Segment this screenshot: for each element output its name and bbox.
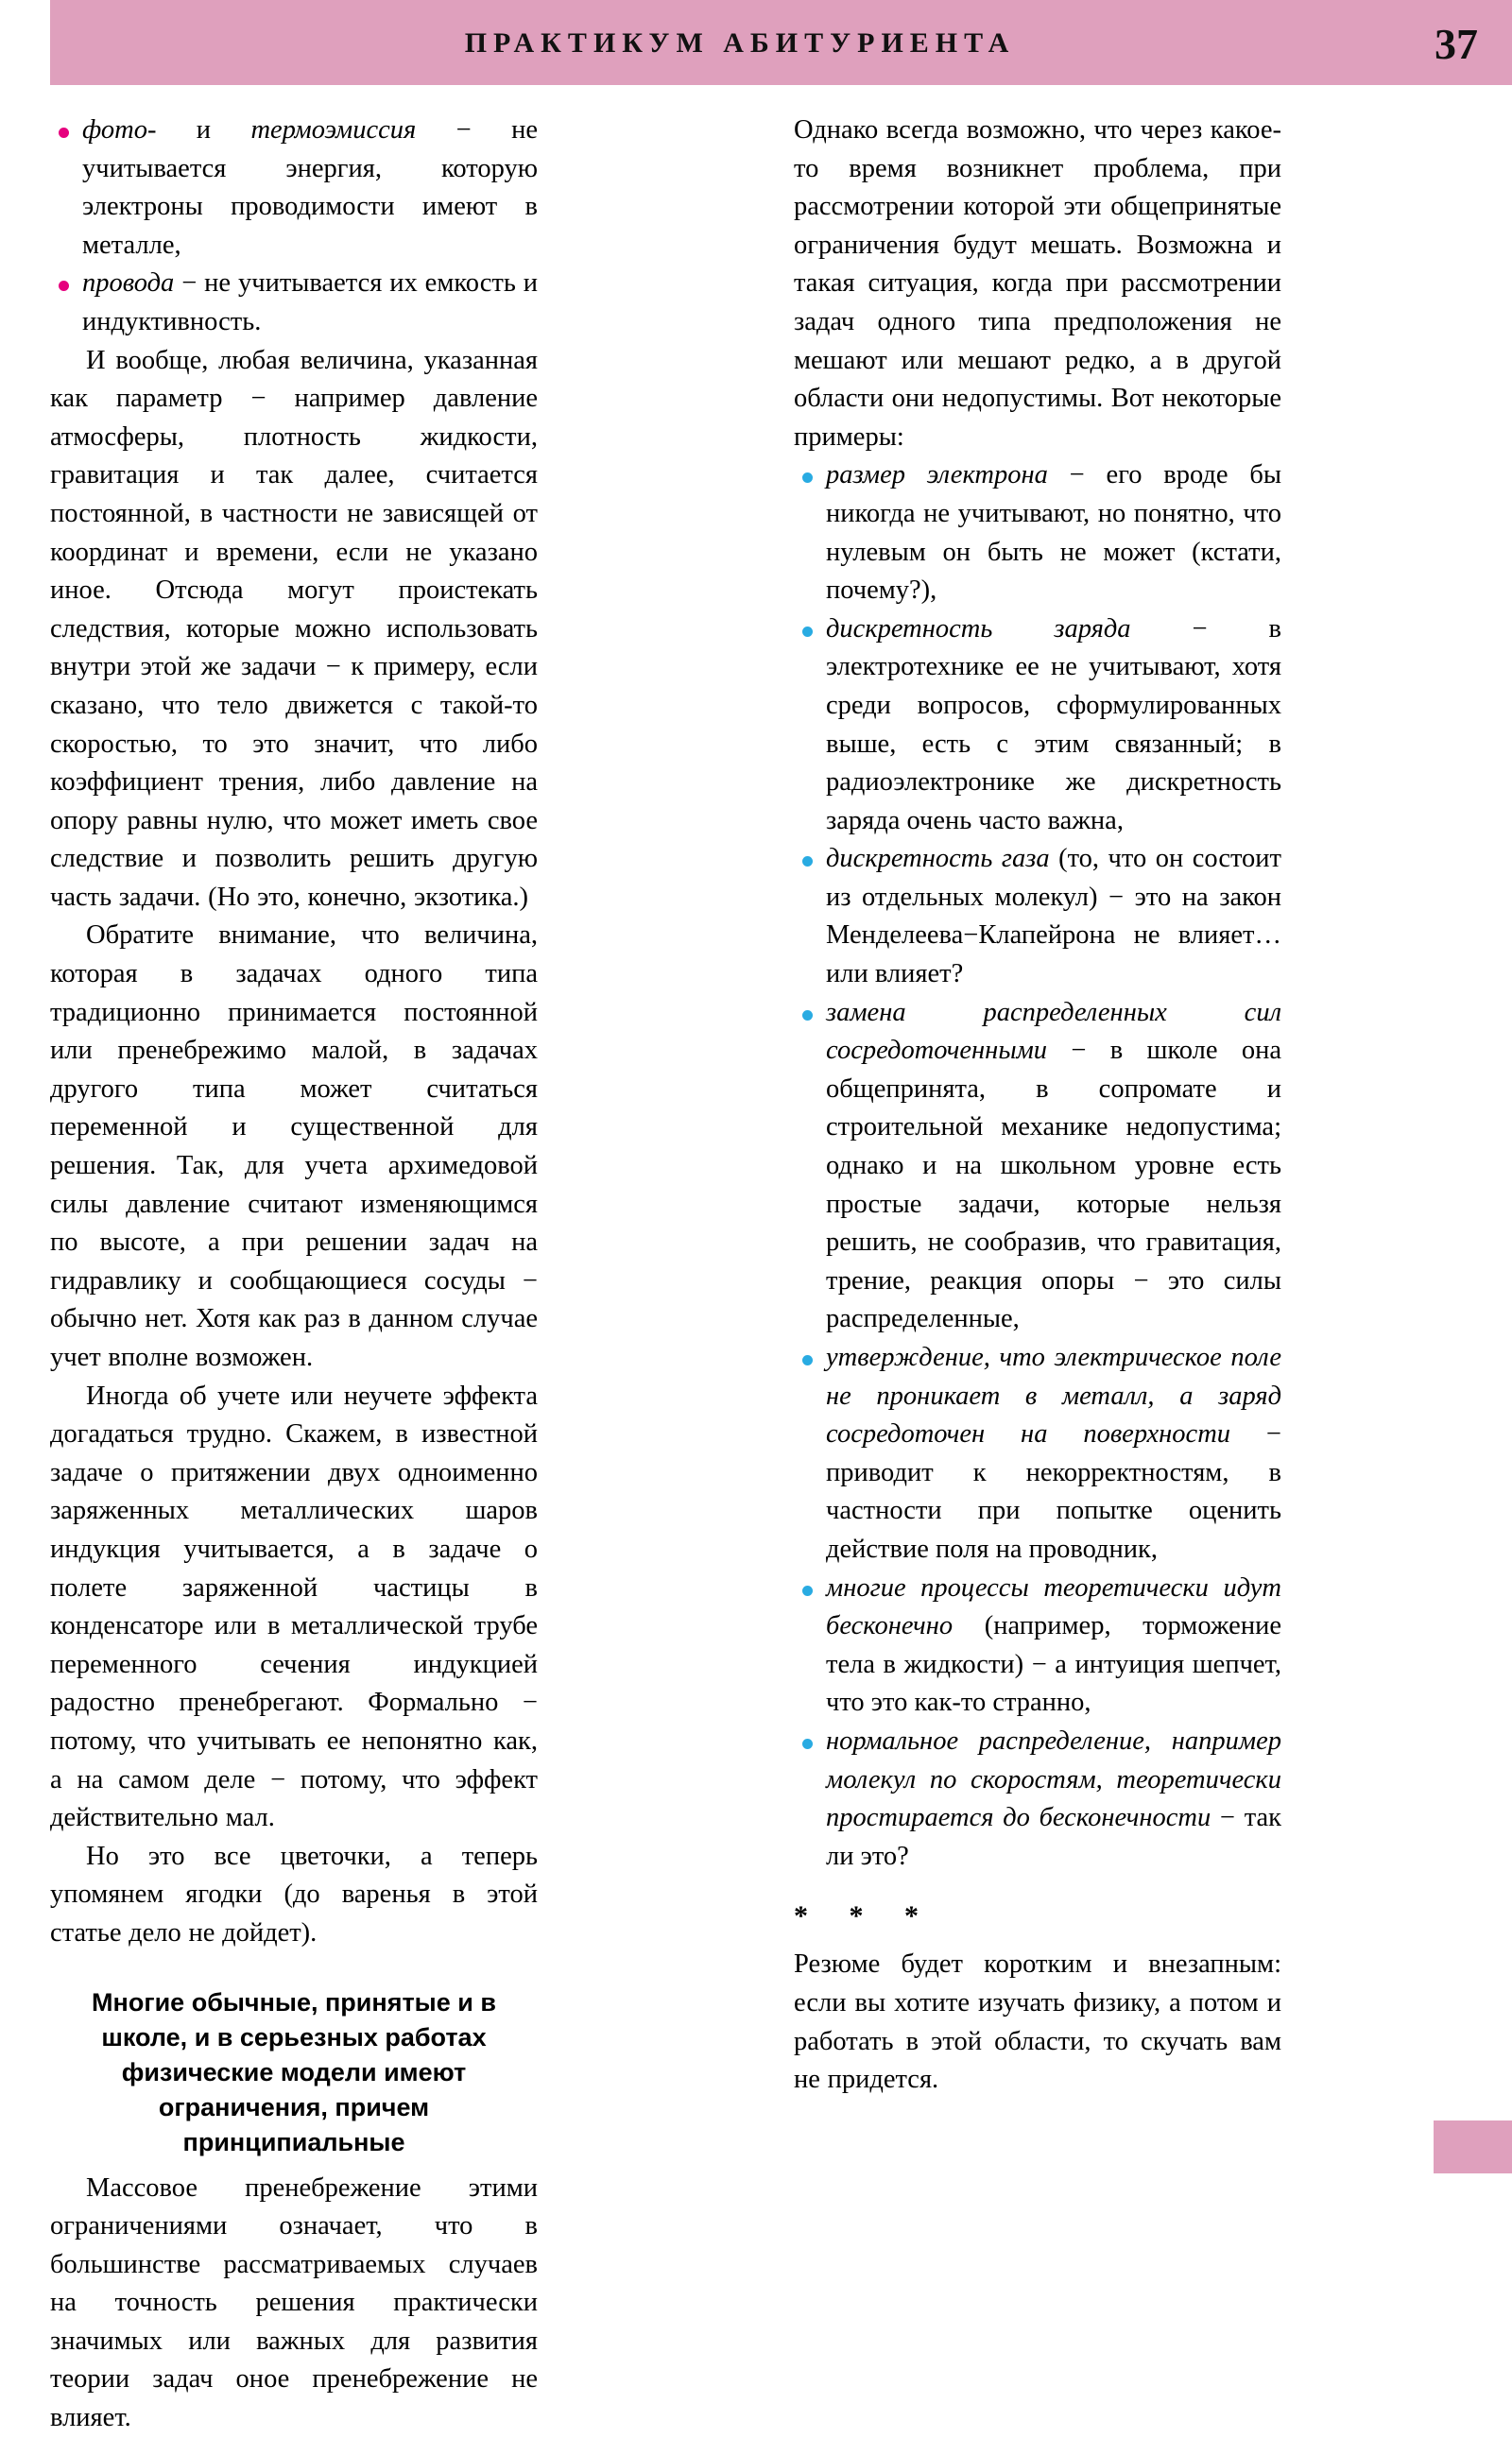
page-body — [0, 85, 1512, 2433]
paragraph: И вообще, любая величина, указанная как параметр − например давление атмосферы, плотность жидкости, гравитация и так далее, считается постоянной, в частности не зависящей от координат и времени, если не указано иное. Отсюда могут проистекать следствия, которые можно использовать внутри этой же задачи − к примеру, если сказано, что тело движется с такой-то скоростью, то это значит, что либо коэффициент трения, либо давление на опору равны нулю, что может иметь свое следствие и позволить решить другую часть задачи. (Но это, конечно, экзотика.) — [50, 345, 538, 912]
list-item — [794, 1570, 1281, 1723]
bullet-text: − так ли это? — [826, 1803, 1281, 1871]
list-item — [794, 456, 1281, 610]
page-number: 37 — [1435, 20, 1478, 68]
bullet-text: − не учитывается энергия, которую электроны проводимости имеют в металле, — [82, 115, 538, 260]
right-bullet-list — [794, 456, 1281, 1876]
paragraph: Резюме будет коротким и внезапным: если вы хотите изучать физику, а потом и работать в этой области, то скучать вам не придется. — [794, 1949, 1281, 2095]
bullet-emphasis: размер электрона — [826, 460, 1048, 490]
bullet-emphasis: многие процессы теоретически идут бесконечно — [826, 1572, 1281, 1641]
bullet-text: − его вроде бы никогда не учитывают, но понятно, что нулевым он быть не может (кстати, почему?), — [826, 460, 1281, 606]
bullet-emphasis: дискретность заряда — [826, 613, 1131, 644]
bullet-emphasis: нормальное распределение, например молекул по скоростям, теоретически простирается до бесконечности — [826, 1725, 1281, 1833]
bullet-emphasis: дискретность газа — [826, 844, 1050, 874]
list-item — [794, 1723, 1281, 1876]
bullet-emphasis-2: термоэмиссия — [250, 115, 417, 145]
left-bullet-list — [50, 112, 538, 342]
bullet-text: (например, торможение тела в жидкости) − а интуиция шепчет, что это как-то странно, — [826, 1611, 1281, 1718]
list-item — [50, 265, 538, 341]
bullet-emphasis: замена распределенных сил сосредоточенными — [826, 997, 1281, 1066]
section-subheading: Многие обычные, принятые и в школе, и в серьезных работах физические модели имеют ограничения, причем принципиальные — [92, 1987, 496, 2156]
bullet-text: − приводит к некорректностям, в частности при попытке оценить действие поля на проводник, — [826, 1419, 1281, 1564]
left-column — [50, 112, 538, 2438]
bullet-text: (то, что он состоит из отдельных молекул) − это на закон Менделеева−Клапейрона не влияет… или влияет? — [826, 844, 1281, 989]
paragraph: Однако всегда возможно, что через какое-то время возникнет проблема, при рассмотрении которой эти общепринятые ограничения будут мешать. Возможна и такая ситуация, когда при рассмотрении задач одного типа предположения не мешают или мешают редко, а в другой области они недопустимы. Вот некоторые примеры: — [794, 115, 1281, 452]
list-item — [794, 994, 1281, 1339]
section-separator: * * * — [794, 1900, 936, 1932]
bullet-text: − в школе она общепринята, в сопромате и строительной механике недопустима; однако и на школьном уровне есть простые задачи, которые нельзя решить, не сообразив, что гравитация, трение, реакция опоры − это силы распределенные, — [826, 1036, 1281, 1334]
page-title: ПРАКТИКУМ АБИТУРИЕНТА — [464, 27, 1016, 59]
list-item — [50, 112, 538, 265]
bullet-connector: и — [156, 115, 251, 145]
paragraph: Обратите внимание, что величина, которая в задачах одного типа традиционно принимается постоянной или пренебрежимо малой, в задачах другого типа может считаться переменной и существенной для решения. Так, для учета архимедовой силы давление считают изменяющимся по высоте, а при решении задач на гидравлику и сообщающиеся сосуды − обычно нет. Хотя как раз в данном случае учет вполне возможен. — [50, 920, 538, 1372]
bullet-emphasis: провода — [82, 268, 175, 299]
list-item — [794, 610, 1281, 841]
right-column — [794, 112, 1281, 2100]
bullet-text: − не учитывается их емкость и индуктивность. — [82, 268, 538, 336]
paragraph: Но это все цветочки, а теперь упомянем ягодки (до варенья в этой статье дело не дойдет). — [50, 1841, 538, 1948]
bullet-emphasis: утверждение, что электрическое поле не проникает в металл, а заряд сосредоточен на поверхности — [826, 1343, 1281, 1450]
paragraph: Иногда об учете или неучете эффекта догадаться трудно. Скажем, в известной задаче о притяжении двух одноименно заряженных металлических шаров индукция учитывается, а в задаче о полете заряженной частицы в конденсаторе или в металлической трубе переменного сечения индукцией радостно пренебрегают. Формально − потому, что учитывать ее непонятно как, а на самом деле − потому, что эффект действительно мал. — [50, 1381, 538, 1833]
corner-mark — [1434, 2120, 1512, 2173]
list-item — [794, 1339, 1281, 1570]
bullet-emphasis: фото- — [82, 115, 157, 145]
list-item — [794, 840, 1281, 993]
bullet-text: − в электротехнике ее не учитывают, хотя среди вопросов, сформулированных выше, есть с этим связанный; в радиоэлектронике же дискретность заряда очень часто важна, — [826, 613, 1281, 835]
paragraph: Массовое пренебрежение этими ограничениями означает, что в большинстве рассматриваемых случаев на точность решения практически значимых или важных для развития теории задач оное пренебрежение не влияет. — [50, 2172, 538, 2433]
